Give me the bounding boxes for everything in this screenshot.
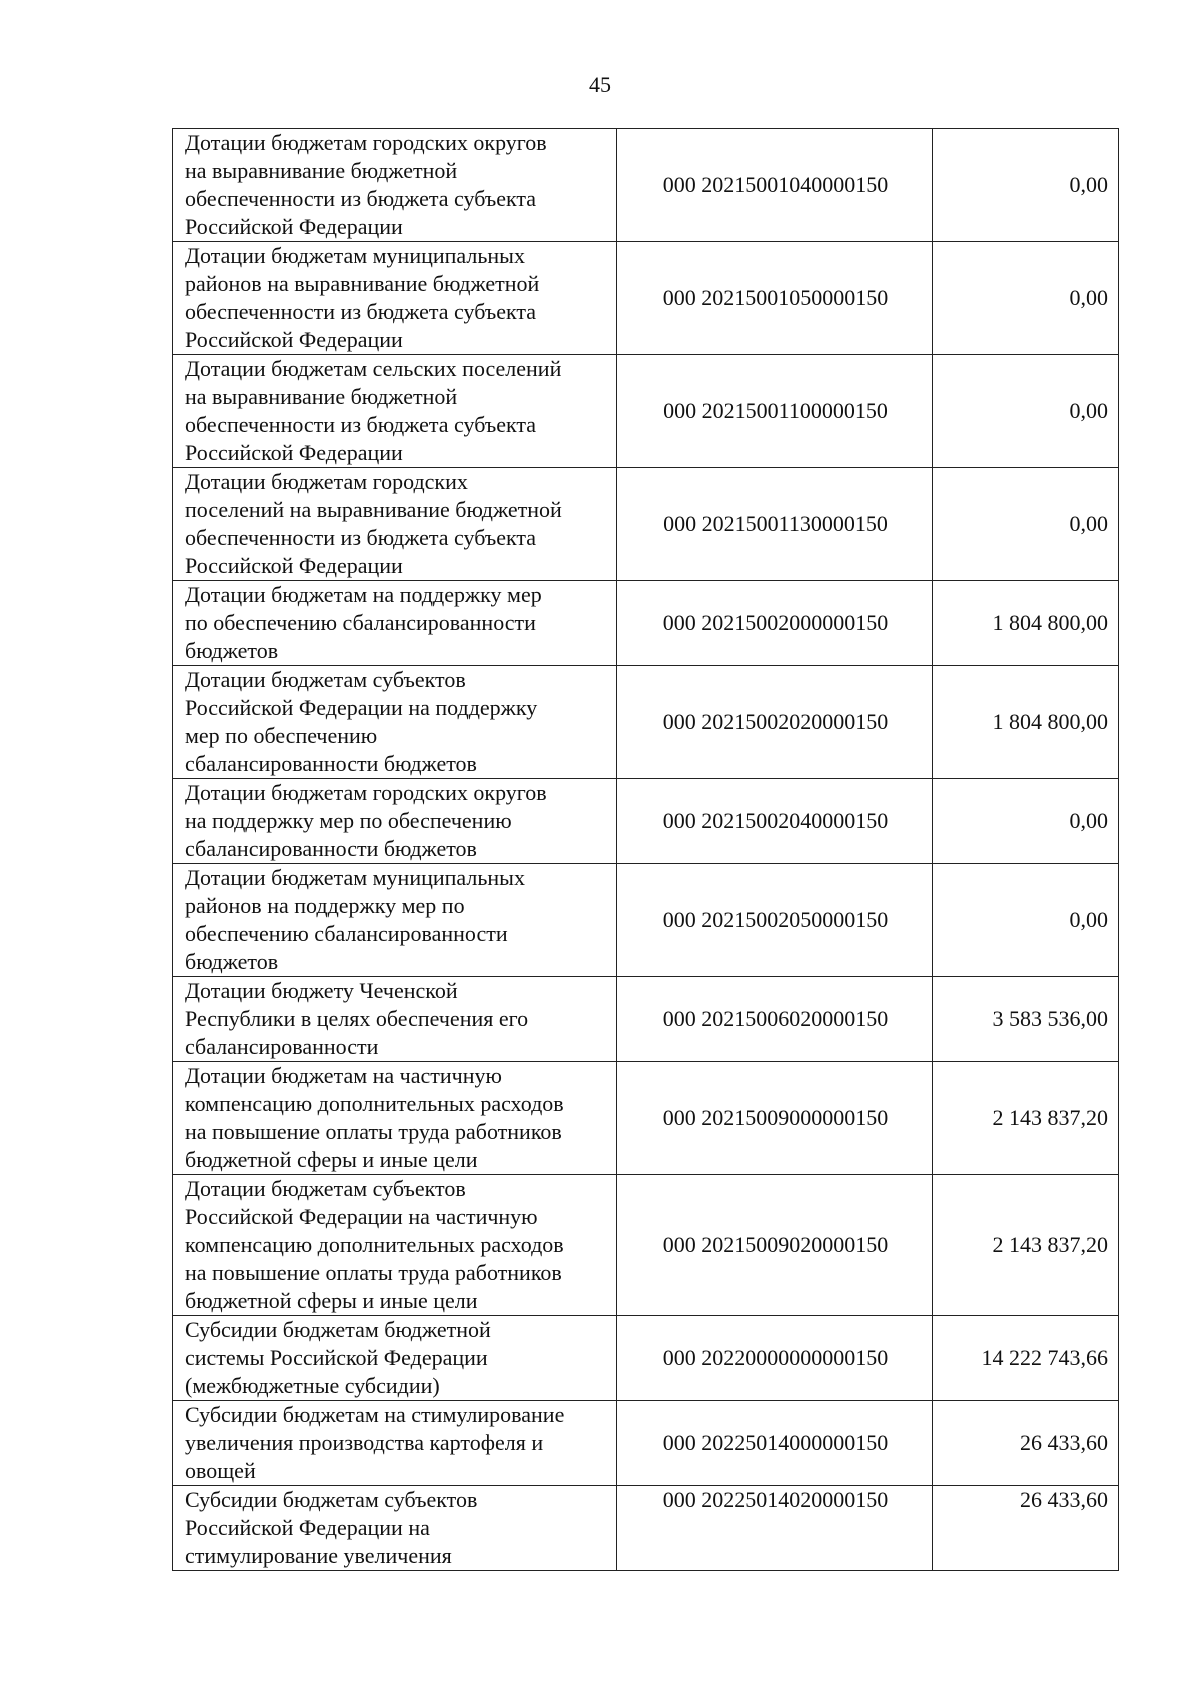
row-name-cell [173,1175,617,1316]
row-name-cell [173,468,617,581]
row-name-cell [173,779,617,864]
table-row [173,779,1119,864]
row-name-line: Дотации бюджетам муниципальных [185,243,525,268]
row-code-cell: 000 20225014020000150 [617,1486,933,1571]
row-name-cell [173,1401,617,1486]
row-name-line: по обеспечению сбалансированности [185,610,536,635]
row-name-line: поселений на выравнивание бюджетной [185,497,562,522]
row-name-line: Республики в целях обеспечения его [185,1006,529,1031]
row-name-line: Субсидии бюджетам бюджетной [185,1317,491,1342]
row-name-line: Российской Федерации на частичную [185,1204,538,1229]
row-amount-cell: 0,00 [933,242,1119,355]
row-name-line: сбалансированности бюджетов [185,836,477,861]
table-row [173,1486,1119,1571]
row-code-cell: 000 20215001130000150 [617,468,933,581]
row-name-cell [173,666,617,779]
row-amount-cell: 0,00 [933,355,1119,468]
row-name-cell [173,977,617,1062]
row-amount-cell: 0,00 [933,779,1119,864]
table-row [173,1062,1119,1175]
row-name-line: на повышение оплаты труда работников [185,1260,562,1285]
row-amount-cell: 3 583 536,00 [933,977,1119,1062]
row-code-cell: 000 20215006020000150 [617,977,933,1062]
table-row [173,666,1119,779]
row-name-line: сбалансированности бюджетов [185,751,477,776]
row-name-line: мер по обеспечению [185,723,378,748]
row-name-line: овощей [185,1458,256,1483]
row-name-line: районов на выравнивание бюджетной [185,271,540,296]
table-row [173,1316,1119,1401]
table-row [173,129,1119,242]
row-name-line: Дотации бюджетам субъектов [185,667,466,692]
row-name-line: бюджетов [185,949,279,974]
row-name-line: Российской Федерации [185,327,403,352]
row-name-line: на повышение оплаты труда работников [185,1119,562,1144]
row-amount-cell: 26 433,60 [933,1401,1119,1486]
row-name-line: бюджетов [185,638,279,663]
row-name-line: Дотации бюджетам городских округов [185,130,547,155]
table-row [173,1175,1119,1316]
row-code-cell: 000 20225014000000150 [617,1401,933,1486]
table-row [173,242,1119,355]
row-name-cell [173,242,617,355]
row-name-line: обеспеченности из бюджета субъекта [185,412,537,437]
row-name-line: компенсацию дополнительных расходов [185,1091,564,1116]
row-amount-cell: 0,00 [933,468,1119,581]
row-name-line: Российской Федерации на [185,1515,430,1540]
row-name-line: на выравнивание бюджетной [185,384,458,409]
row-name-line: стимулирование увеличения [185,1543,452,1568]
row-amount-cell: 2 143 837,20 [933,1062,1119,1175]
row-amount-cell: 0,00 [933,129,1119,242]
row-name-cell [173,129,617,242]
row-name-line: Российской Федерации [185,553,403,578]
row-name-line: на выравнивание бюджетной [185,158,458,183]
row-name-cell [173,1486,617,1571]
page-number: 45 [589,72,611,97]
row-name-line: обеспеченности из бюджета субъекта [185,525,537,550]
row-name-line: сбалансированности [185,1034,379,1059]
row-name-line: обеспечению сбалансированности [185,921,508,946]
row-code-cell: 000 20215002050000150 [617,864,933,977]
row-name-cell [173,581,617,666]
row-amount-cell: 1 804 800,00 [933,666,1119,779]
row-name-cell [173,1062,617,1175]
row-name-line: Дотации бюджетам сельских поселений [185,356,562,381]
table-row [173,864,1119,977]
row-name-line: Дотации бюджетам на частичную [185,1063,502,1088]
row-name-line: обеспеченности из бюджета субъекта [185,299,537,324]
table-row [173,1401,1119,1486]
row-name-line: Российской Федерации на поддержку [185,695,538,720]
row-code-cell: 000 20220000000000150 [617,1316,933,1401]
row-name-line: Дотации бюджетам субъектов [185,1176,466,1201]
table-row [173,581,1119,666]
row-name-line: Субсидии бюджетам на стимулирование [185,1402,565,1427]
row-name-line: увеличения производства картофеля и [185,1430,544,1455]
row-name-line: Дотации бюджетам городских [185,469,468,494]
row-name-line: районов на поддержку мер по [185,893,465,918]
row-name-line: (межбюджетные субсидии) [185,1373,440,1398]
row-name-line: Дотации бюджету Чеченской [185,978,458,1003]
row-name-line: Дотации бюджетам городских округов [185,780,547,805]
row-name-line: Дотации бюджетам муниципальных [185,865,525,890]
row-name-line: Российской Федерации [185,214,403,239]
table-row [173,977,1119,1062]
row-name-line: Российской Федерации [185,440,403,465]
row-amount-cell: 26 433,60 [933,1486,1119,1571]
table-body [173,129,1119,1571]
row-amount-cell: 14 222 743,66 [933,1316,1119,1401]
row-code-cell: 000 20215009000000150 [617,1062,933,1175]
budget-table [172,128,1119,1571]
table-row [173,468,1119,581]
row-name-line: Дотации бюджетам на поддержку мер [185,582,542,607]
row-code-cell: 000 20215001040000150 [617,129,933,242]
row-name-line: на поддержку мер по обеспечению [185,808,512,833]
row-name-line: бюджетной сферы и иные цели [185,1288,478,1313]
table-row [173,355,1119,468]
row-code-cell: 000 20215002020000150 [617,666,933,779]
row-amount-cell: 1 804 800,00 [933,581,1119,666]
row-name-cell [173,864,617,977]
row-code-cell: 000 20215001050000150 [617,242,933,355]
row-name-line: бюджетной сферы и иные цели [185,1147,478,1172]
row-code-cell: 000 20215001100000150 [617,355,933,468]
row-code-cell: 000 20215002040000150 [617,779,933,864]
row-name-line: обеспеченности из бюджета субъекта [185,186,537,211]
row-name-cell [173,1316,617,1401]
row-name-line: Субсидии бюджетам субъектов [185,1487,478,1512]
row-amount-cell: 0,00 [933,864,1119,977]
row-name-cell [173,355,617,468]
row-amount-cell: 2 143 837,20 [933,1175,1119,1316]
row-code-cell: 000 20215009020000150 [617,1175,933,1316]
row-code-cell: 000 20215002000000150 [617,581,933,666]
row-name-line: компенсацию дополнительных расходов [185,1232,564,1257]
row-name-line: системы Российской Федерации [185,1345,488,1370]
